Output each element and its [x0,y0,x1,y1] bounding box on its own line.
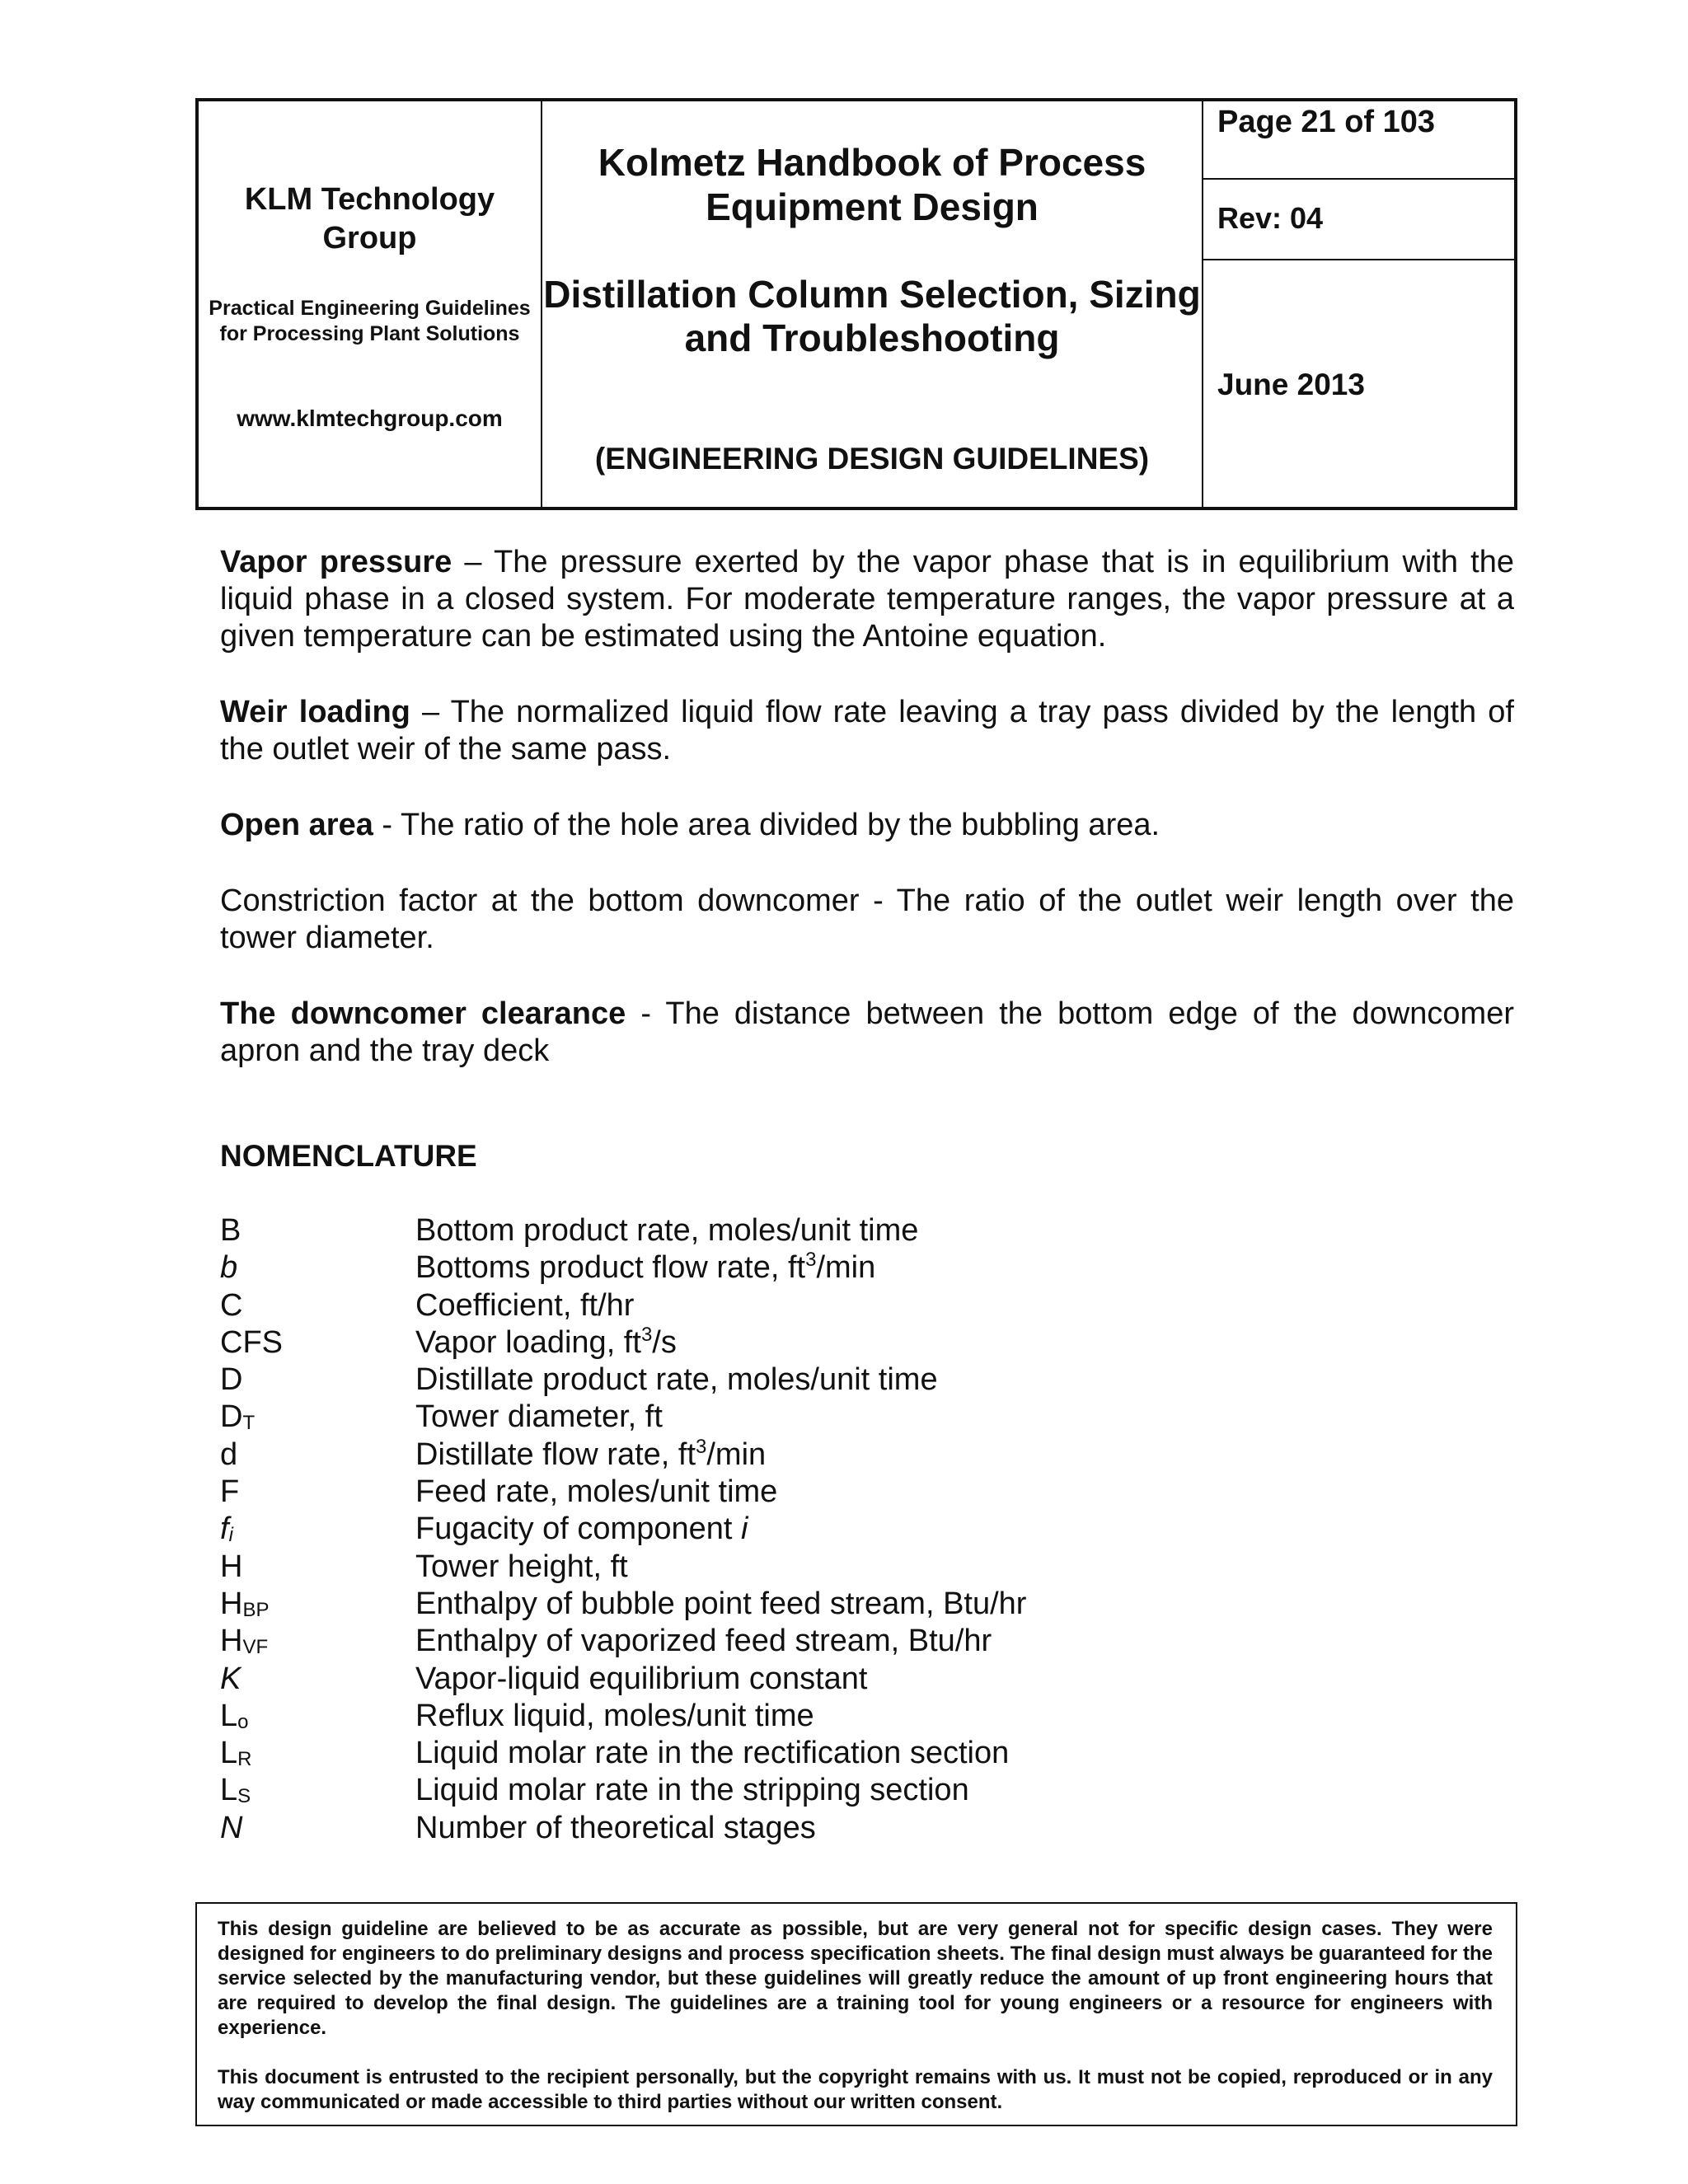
nomenclature-description: Enthalpy of bubble point feed stream, Btu/hr [415,1586,1027,1621]
definition-weir-loading: Weir loading – The normalized liquid flow rate leaving a tray pass divided by the length of the outlet weir of the same pass. [220,695,1514,766]
nomenclature-item [220,1287,1514,1324]
nomenclature-symbol: $H_{BP}$ [220,1586,270,1621]
definition-constriction-factor [220,883,1514,957]
nomenclature-symbol: C [220,1287,243,1323]
document-title: Distillation Column Selection, Sizing and Troubleshooting [543,273,1201,359]
nomenclature-symbol: $D_T$ [220,1399,256,1435]
document-date: June 2013 [1217,368,1365,401]
nomenclature-item [220,1772,1514,1809]
nomenclature-description: Tower diameter, ft [415,1399,663,1435]
nomenclature-description: Liquid molar rate in the rectification section [415,1736,1010,1771]
nomenclature-list [220,1212,1514,1847]
nomenclature-item [220,1586,1514,1623]
nomenclature-description: Bottoms product flow rate, $ft^3/\min$ [415,1249,876,1286]
nomenclature-item [220,1661,1514,1698]
nomenclature-item [220,1249,1514,1286]
definition-term: Weir loading [220,695,410,729]
nomenclature-symbol: $L_S$ [220,1773,251,1808]
nomenclature-symbol: d [220,1436,238,1472]
nomenclature-symbol: CFS [220,1324,283,1360]
nomenclature-symbol: N [220,1810,243,1845]
company-name: KLM Technology Group [244,182,495,255]
nomenclature-item [220,1324,1514,1361]
revision: Rev: 04 [1203,180,1514,260]
definition-term: Open area [220,808,373,842]
nomenclature-symbol: $L_R$ [220,1736,252,1771]
nomenclature-description: Tower height, ft [415,1549,628,1584]
nomenclature-item [220,1361,1514,1399]
nomenclature-item [220,1735,1514,1772]
nomenclature-description: Vapor-liquid equilibrium constant [415,1661,868,1696]
nomenclature-description: Distillate flow rate, $ft^3/\min$ [415,1435,767,1472]
nomenclature-item [220,1810,1514,1847]
document-type: (ENGINEERING DESIGN GUIDELINES) [594,442,1150,476]
definition-text: Constriction factor at the bottom downcomer - The ratio of the outlet weir length over the tower diameter. [220,883,1514,955]
meta-cell [1203,101,1514,507]
nomenclature-heading: NOMENCLATURE [220,1139,477,1173]
nomenclature-description: Distillate product rate, moles/unit time [415,1362,938,1398]
definition-text: The ratio of the hole area divided by the bubbling area. [400,808,1160,842]
title-cell [542,101,1203,507]
nomenclature-item [220,1698,1514,1735]
nomenclature-symbol: F [220,1474,240,1510]
nomenclature-description: Liquid molar rate in the stripping section [415,1773,969,1808]
nomenclature-symbol: K [220,1661,241,1696]
definition-term: The downcomer clearance [220,996,626,1031]
definition-downcomer-clearance: The downcomer clearance - The distance between the bottom edge of the downcomer apron and the tray deck [220,996,1514,1068]
nomenclature-symbol: B [220,1213,241,1248]
nomenclature-item [220,1212,1514,1249]
nomenclature-symbol: $H_{VF}$ [220,1624,269,1659]
nomenclature-symbol: D [220,1362,243,1398]
nomenclature-symbol: H [220,1549,243,1584]
definition-text: The distance between the bottom edge of the downcomer apron and the tray deck [220,996,1514,1068]
nomenclature-symbol: $L_o$ [220,1698,249,1733]
company-cell [199,101,542,507]
document-header [195,98,1517,510]
nomenclature-description: Fugacity of component i [415,1511,748,1547]
nomenclature-item [220,1436,1514,1474]
nomenclature-description: Bottom product rate, moles/unit time [415,1213,919,1248]
nomenclature-item [220,1623,1514,1660]
nomenclature-description: Number of theoretical stages [415,1810,816,1845]
definition-text: The pressure exerted by the vapor phase that is in equilibrium with the liquid phase in a closed system. For moderate temperature ranges, the vapor pressure at a given temperature can be estimated using the Antoine equation. [220,545,1514,654]
definition-term: Vapor pressure [220,545,452,579]
nomenclature-description: Feed rate, moles/unit time [415,1474,778,1510]
nomenclature-description: Reflux liquid, moles/unit time [415,1698,814,1733]
nomenclature-symbol: $f_i$ [220,1511,233,1547]
nomenclature-item [220,1399,1514,1436]
nomenclature-item [220,1474,1514,1511]
nomenclature-item [220,1511,1514,1548]
copyright-paragraph: This document is entrusted to the recipient personally, but the copyright remains with us. It must not be copied, reproduced or in any way communicated or made accessible to third parties without our written consent. [218,2066,1493,2113]
disclaimer-paragraph: This design guideline are believed to be as accurate as possible, but are very general not for specific design cases. They were designed for engineers to do preliminary designs and process specification sheets. The final design must always be guaranteed for the service selected by the manufacturing vendor, but these guidelines will greatly reduce the amount of up front engineering hours that are required to develop the final design. The guidelines are a training tool for young engineers or a resource for engineers with experience. [218,1918,1493,2039]
nomenclature-symbol: b [220,1250,238,1286]
page-body [220,544,1514,1847]
nomenclature-item [220,1549,1514,1586]
nomenclature-description: Coefficient, ft/hr [415,1287,635,1323]
definition-open-area: Open area - The ratio of the hole area divided by the bubbling area. [220,808,1160,842]
company-tagline: Practical Engineering Guidelines for Processing Plant Solutions [209,297,531,345]
nomenclature-description: Vapor loading, $ft^3/s$ [415,1323,677,1360]
definition-text: The normalized liquid flow rate leaving a tray pass divided by the length of the outlet weir of the same pass. [220,695,1514,766]
company-website: www.klmtechgroup.com [237,405,503,431]
disclaimer-box [195,1902,1517,2126]
definition-vapor-pressure: Vapor pressure – The pressure exerted by the vapor phase that is in equilibrium with the liquid phase in a closed system. For moderate temperature ranges, the vapor pressure at a given temperature can be estimated using the Antoine equation. [220,545,1514,654]
nomenclature-description: Enthalpy of vaporized feed stream, Btu/hr [415,1624,992,1659]
page-number: Page 21 of 103 [1203,101,1514,180]
handbook-title: Kolmetz Handbook of Process Equipment Design [598,141,1146,228]
